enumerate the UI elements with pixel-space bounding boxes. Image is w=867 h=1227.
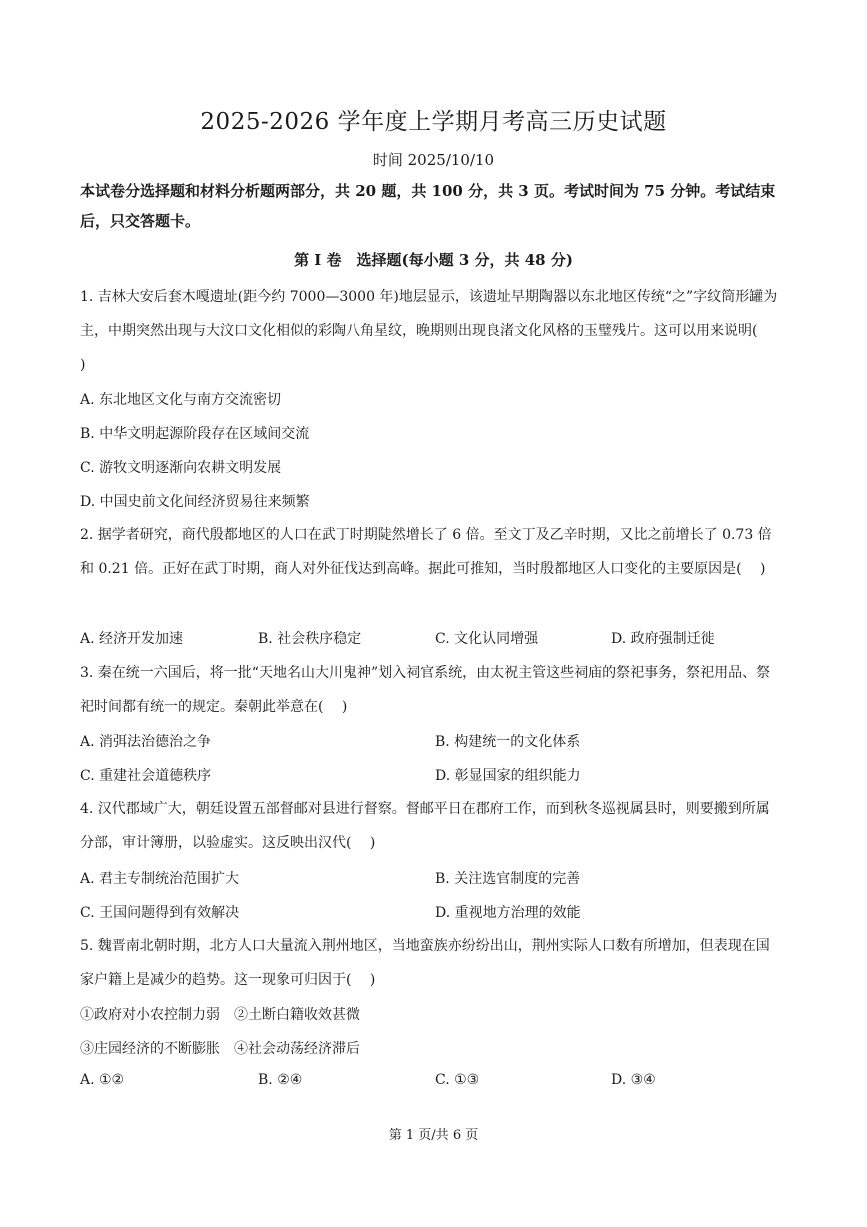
question-1-option-c: C. 游牧文明逐渐向农耕文明发展 (80, 460, 282, 476)
question-2-option-b: B. 社会秩序稳定 (258, 631, 362, 647)
question-4-option-c: C. 王国问题得到有效解决 (80, 905, 240, 921)
question-5-option-a: A. ①② (80, 1072, 125, 1088)
question-3-option-b: B. 构建统一的文化体系 (435, 734, 581, 750)
page-number: 第 1 页/共 6 页 (388, 1128, 479, 1143)
question-3-option-a: A. 消弭法治德治之争 (80, 734, 212, 750)
question-2-option-d: D. 政府强制迁徙 (611, 631, 715, 647)
question-5-option-c: C. ①③ (435, 1072, 480, 1088)
question-4-stem: 4. 汉代郡域广大，朝廷设置五部督邮对县进行督察。督邮平日在郡府工作，而到秋冬巡视属县时，则要搬到所属分部，审计簿册，以验虚实。这反映出汉代( ) (80, 801, 770, 851)
question-2-stem: 2. 据学者研究，商代殷都地区的人口在武丁时期陡然增长了 6 倍。至文丁及乙辛时期，又比之前增长了 0.73 倍和 0.21 倍。正好在武丁时期，商人对外征伐达到高峰。据此可推知，当时殷都地区人口变化的主要原因是( ) (80, 527, 772, 577)
question-4-option-d: D. 重视地方治理的效能 (435, 905, 581, 921)
question-5-option-b: B. ②④ (258, 1072, 303, 1088)
question-1-option-b: B. 中华文明起源阶段存在区域间交流 (80, 426, 310, 442)
question-4-option-a: A. 君主专制统治范围扩大 (80, 871, 240, 887)
exam-title: 2025-2026 学年度上学期月考高三历史试题 (200, 109, 667, 135)
question-2-option-c: C. 文化认同增强 (435, 631, 539, 647)
question-4-option-b: B. 关注选官制度的完善 (435, 871, 581, 887)
question-5-sub-item-1: ①政府对小农控制力弱 ②土断白籍收效甚微 (80, 1007, 360, 1023)
question-3-option-d: D. 彰显国家的组织能力 (435, 768, 581, 784)
question-1-option-a: A. 东北地区文化与南方交流密切 (80, 392, 282, 408)
question-3-stem: 3. 秦在统一六国后，将一批“天地名山大川鬼神”划入祠官系统，由太祝主管这些祠庙的祭祀事务，祭祀用品、祭祀时间都有统一的规定。秦朝此举意在( ) (80, 665, 771, 715)
question-5-option-d: D. ③④ (611, 1072, 656, 1088)
question-5-stem: 5. 魏晋南北朝时期，北方人口大量流入荆州地区，当地蛮族亦纷纷出山，荆州实际人口数有所增加，但表现在国家户籍上是减少的趋势。这一现象可归因于( ) (80, 938, 770, 988)
question-1-option-d: D. 中国史前文化间经济贸易往来频繁 (80, 494, 310, 510)
question-2-option-a: A. 经济开发加速 (80, 631, 184, 647)
exam-date: 时间 2025/10/10 (372, 151, 495, 169)
question-3-option-c: C. 重建社会道德秩序 (80, 768, 212, 784)
question-1-stem: 1. 吉林大安后套木嘎遗址(距今约 7000—3000 年)地层显示，该遗址早期陶器以东北地区传统“之”字纹筒形罐为主，中期突然出现与大汶口文化相似的彩陶八角星纹，晚期则出现良渚文化风格的玉璧残片。这可以用来说明( ) (80, 289, 778, 373)
question-5-sub-item-2: ③庄园经济的不断膨胀 ④社会动荡经济滞后 (80, 1041, 360, 1057)
exam-instructions: 本试卷分选择题和材料分析题两部分，共 20 题，共 100 分，共 3 页。考试时间为 75 分钟。考试结束后，只交答题卡。 (80, 182, 776, 230)
section-title: 第 Ⅰ 卷 选择题(每小题 3 分，共 48 分) (294, 251, 573, 269)
